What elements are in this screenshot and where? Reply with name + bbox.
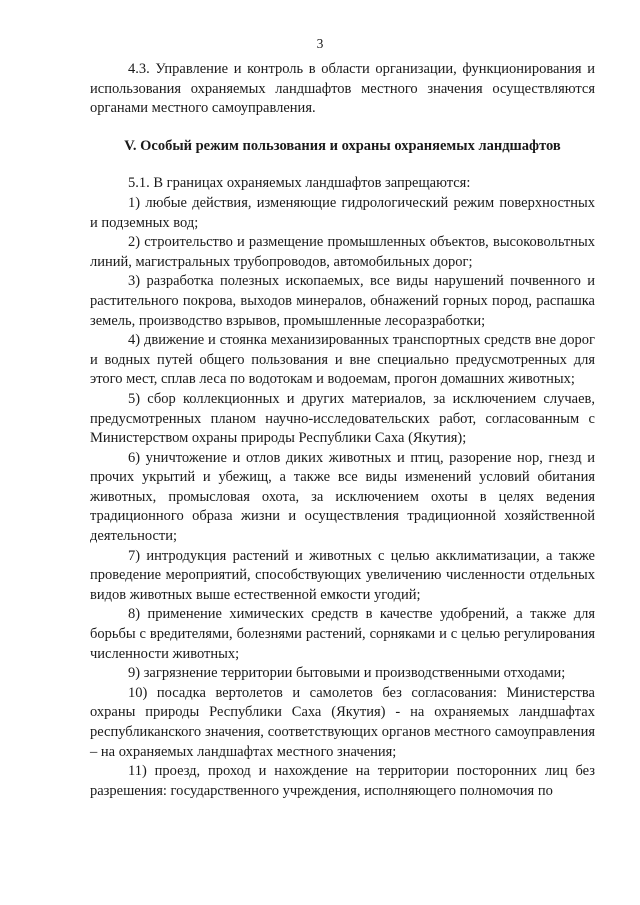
- paragraph-4-3: 4.3. Управление и контроль в области организации, функционирования и использования охраняемых ландшафтов местного значения осуществляются органами местного самоуправления.: [90, 61, 595, 117]
- document-body: [90, 60, 595, 801]
- list-item-2: 2) строительство и размещение промышленных объектов, высоковольтных линий, магистральных трубопроводов, автомобильных дорог;: [90, 234, 595, 270]
- list-item-1: 1) любые действия, изменяющие гидрологический режим поверхностных и подземных вод;: [90, 194, 595, 231]
- list-item-3: 3) разработка полезных ископаемых, все виды нарушений почвенного и растительного покрова, выходов минералов, обнажений горных пород, распашка земель, производство взрывов, промышленные лесоразработки;: [90, 273, 595, 329]
- list-item-4: 4) движение и стоянка механизированных транспортных средств вне дорог и водных путей общего пользования и вне специально предусмотренных для этого мест, сплав леса по водотокам и водоемам, прогон домашних животных;: [90, 332, 595, 388]
- list-item-9: 9) загрязнение территории бытовыми и производственными отходами;: [128, 665, 566, 682]
- list-item-5: 5) сбор коллекционных и других материалов, за исключением случаев, предусмотренных планом научно-исследовательских работ, согласованным с Министерством охраны природы Республики Саха (Якутия);: [90, 390, 595, 447]
- list-item-8: 8) применение химических средств в качестве удобрений, а также для борьбы с вредителями, болезнями растений, сорняками и с целью регулирования численности животных;: [90, 606, 595, 662]
- page-number: 3: [316, 36, 324, 51]
- section-heading: V. Особый режим пользования и охраны охраняемых ландшафтов: [124, 137, 561, 154]
- paragraph-5-1: 5.1. В границах охраняемых ландшафтов запрещаются:: [128, 175, 471, 192]
- list-item-6: 6) уничтожение и отлов диких животных и птиц, разорение нор, гнезд и прочих укрытий и убежищ, а также все виды изменений условий обитания животных, промысловая охота, за исключением охоты в целях ведения традиционного образа жизни и осуществления традиционной хозяйственной деятельности;: [90, 449, 595, 545]
- list-item-7: 7) интродукция растений и животных с целью акклиматизации, а также проведение мероприятий, способствующих увеличению численности отдельных видов животных выше естественной емкости угодий;: [90, 547, 595, 603]
- list-item-11: 11) проезд, проход и нахождение на территории посторонних лиц без разрешения: государственного учреждения, исполняющего полномочия по: [90, 763, 595, 799]
- list-item-10: 10) посадка вертолетов и самолетов без согласования: Министерства охраны природы Республики Саха (Якутия) - на охраняемых ландшафтах республиканского значения, соответствующих органов местного самоуправления – на охраняемых ландшафтах местного значения;: [90, 684, 595, 760]
